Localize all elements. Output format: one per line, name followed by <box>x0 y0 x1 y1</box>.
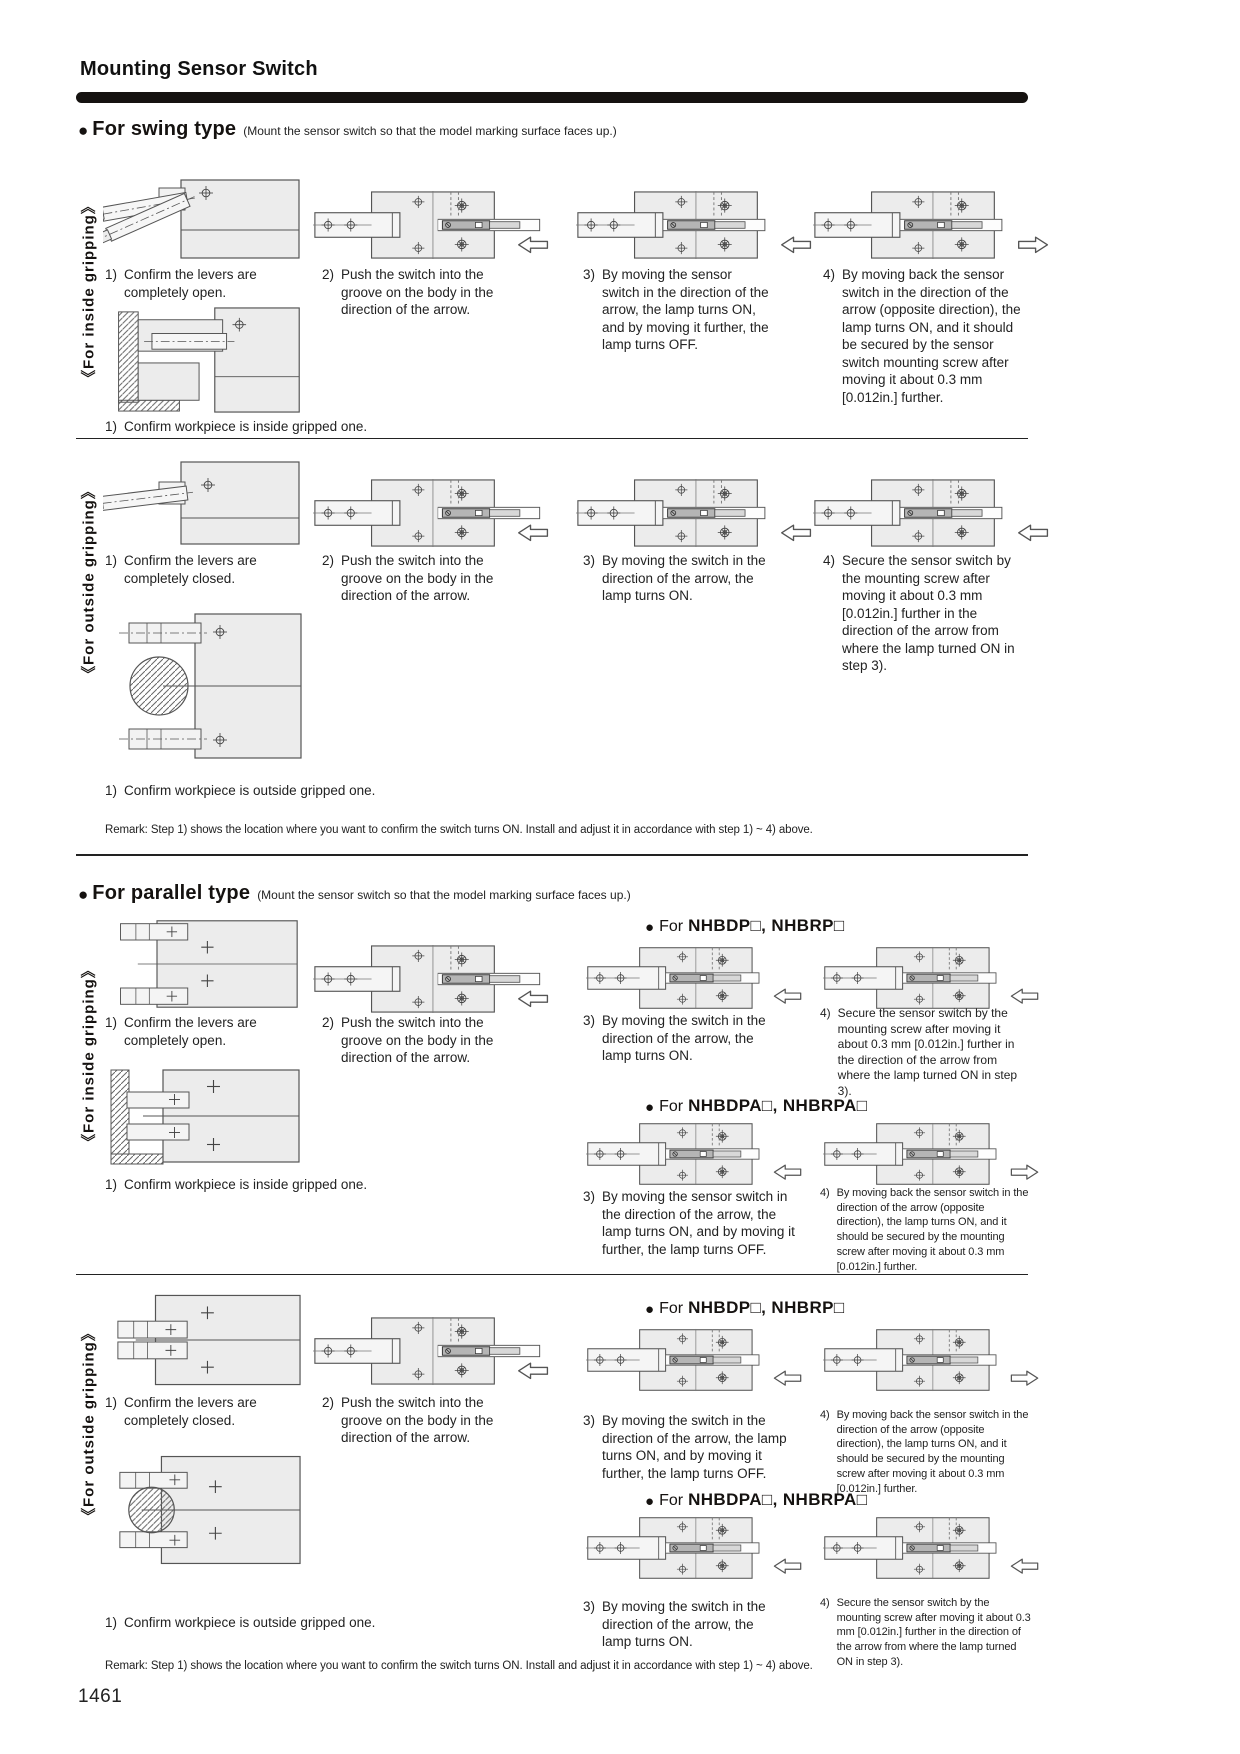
step-text: By moving back the sensor switch in the direction of the arrow (opposite direction), the lamp turns ON, and it should be secured by the mounting screw after moving it about 0.3 mm [0.012in.] further. <box>836 1409 1029 1495</box>
step-text: By moving the sensor switch in the direction of the arrow, the lamp turns ON, and by moving it further, the lamp turns OFF. <box>602 267 769 353</box>
step-text: Confirm workpiece is outside gripped one. <box>124 1615 376 1630</box>
step-text: Confirm the levers are completely open. <box>124 267 257 300</box>
arrow-left-icon <box>519 237 548 252</box>
arrow-left-icon <box>774 1371 800 1385</box>
confirm-note <box>105 1176 565 1194</box>
step-item <box>105 1014 305 1049</box>
parallel-section-note: (Mount the sensor switch so that the model marking surface faces up.) <box>257 888 631 902</box>
arrow-left-icon <box>774 1559 800 1573</box>
model-heading-prefix: For <box>659 918 684 935</box>
step-text: Secure the sensor switch by the mounting screw after moving it about 0.3 mm [0.012in.] further in the direction of the arrow from where the lamp turned ON in step 3). <box>836 1597 1031 1668</box>
arrow-left-icon <box>1011 989 1037 1003</box>
step-item <box>322 552 517 605</box>
diagram-swing-gripper-closed <box>103 452 303 552</box>
diagram-body-switch-lamp-on <box>576 478 814 548</box>
model-heading-nhbdpa <box>645 1096 867 1116</box>
diagram-swing-inside-gripped <box>103 306 303 414</box>
model-heading-prefix: For <box>659 1300 684 1317</box>
swing-section-title: For swing type <box>92 118 237 140</box>
bullet-icon: ● <box>645 1099 655 1116</box>
diagram-parallel-gripper-open <box>106 916 304 1012</box>
bullet-icon: ● <box>645 1493 655 1510</box>
parallel-section-heading <box>78 882 631 905</box>
remark-text: Remark: Step 1) shows the location where you want to confirm the switch turns ON. Install and adjust it in accordance with step 1) ~ 4) above. <box>105 1660 813 1672</box>
step-number: 4) <box>820 1006 831 1020</box>
step-number: 3) <box>583 1013 596 1028</box>
step-text: By moving the switch in the direction of the arrow, the lamp turns ON, and by moving it further, the lamp turns OFF. <box>602 1413 787 1481</box>
diagram-body-switch-secure <box>813 1516 1051 1580</box>
step-number: 1) <box>105 1395 118 1410</box>
model-heading-models: NHBDPA□, NHBRPA□ <box>688 1490 868 1509</box>
step-text: Push the switch into the groove on the body in the direction of the arrow. <box>341 553 494 604</box>
step-item <box>322 266 517 319</box>
diagram-body-switch-move-back <box>813 1122 1051 1186</box>
step-number: 3) <box>583 1413 596 1428</box>
step-number: 4) <box>820 1409 830 1421</box>
step-number: 2) <box>322 553 335 568</box>
confirm-note <box>105 418 565 436</box>
step-number: 3) <box>583 1189 596 1204</box>
diagram-body-switch-insert <box>313 944 551 1014</box>
bullet-icon: ● <box>645 919 655 936</box>
step-number: 4) <box>820 1597 830 1609</box>
bullet-icon: ● <box>645 1301 655 1318</box>
step-number: 4) <box>820 1187 830 1199</box>
arrow-left-icon <box>782 237 811 252</box>
step-number: 1) <box>105 267 118 282</box>
arrow-right-icon <box>1011 1371 1037 1385</box>
section-divider <box>76 854 1028 856</box>
model-heading-nhbdpa <box>645 1490 867 1510</box>
arrow-left-icon <box>519 991 548 1006</box>
confirm-note <box>105 1614 565 1632</box>
page-title: Mounting Sensor Switch <box>80 58 318 80</box>
step-item <box>823 266 1031 406</box>
step-item <box>823 552 1031 675</box>
diagram-body-switch-secure <box>813 478 1051 548</box>
diagram-body-switch-lamp-on <box>576 946 814 1010</box>
side-label-outside-gripping: 《For outside gripping》 <box>80 483 98 682</box>
arrow-left-icon <box>519 525 548 540</box>
bullet-icon: ● <box>78 121 89 140</box>
step-number: 1) <box>105 1615 118 1630</box>
step-text: Confirm workpiece is inside gripped one. <box>124 1177 368 1192</box>
step-item <box>820 1006 1032 1100</box>
swing-section-note: (Mount the sensor switch so that the model marking surface faces up.) <box>243 124 617 138</box>
step-item <box>583 1412 788 1482</box>
model-heading-models: NHBDP□, NHBRP□ <box>688 916 845 935</box>
arrow-right-icon <box>1019 237 1048 252</box>
step-number: 2) <box>322 267 335 282</box>
model-heading-models: NHBDPA□, NHBRPA□ <box>688 1096 868 1115</box>
parallel-section-title: For parallel type <box>92 882 251 904</box>
remark-text: Remark: Step 1) shows the location where you want to confirm the switch turns ON. Install and adjust it in accordance with step 1) ~ 4) above. <box>105 824 813 836</box>
step-item <box>820 1186 1032 1274</box>
side-label-inside-gripping: 《For inside gripping》 <box>80 198 98 386</box>
swing-section-heading <box>78 118 617 141</box>
model-heading-nhbdp <box>645 1298 845 1318</box>
step-number: 1) <box>105 419 118 434</box>
step-number: 3) <box>583 267 596 282</box>
step-text: By moving the switch in the direction of the arrow, the lamp turns ON. <box>602 553 766 604</box>
step-text: Push the switch into the groove on the body in the direction of the arrow. <box>341 1015 494 1066</box>
diagram-body-switch-move-back <box>813 190 1051 260</box>
confirm-note <box>105 782 565 800</box>
section-divider <box>76 1274 1028 1275</box>
step-number: 4) <box>823 267 836 282</box>
diagram-parallel-outside-gripped <box>106 1442 304 1577</box>
model-heading-prefix: For <box>659 1098 684 1115</box>
step-number: 1) <box>105 1177 118 1192</box>
diagram-body-switch-move-back <box>813 1328 1051 1392</box>
step-text: By moving the switch in the direction of the arrow, the lamp turns ON. <box>602 1599 766 1650</box>
step-item <box>820 1408 1032 1496</box>
title-rule <box>76 92 1028 103</box>
arrow-left-icon <box>782 525 811 540</box>
step-text: Push the switch into the groove on the body in the direction of the arrow. <box>341 267 494 318</box>
section-divider <box>76 438 1028 439</box>
step-text: Push the switch into the groove on the body in the direction of the arrow. <box>341 1395 494 1446</box>
page-number: 1461 <box>78 1686 123 1707</box>
arrow-left-icon <box>519 1363 548 1378</box>
diagram-swing-outside-gripped <box>103 610 303 762</box>
step-item <box>583 1188 805 1258</box>
arrow-left-icon <box>774 1165 800 1179</box>
diagram-body-switch-secure <box>813 946 1051 1010</box>
step-item <box>820 1596 1032 1670</box>
bullet-icon: ● <box>78 885 89 904</box>
arrow-left-icon <box>1019 525 1048 540</box>
diagram-swing-gripper-open <box>103 166 303 266</box>
step-item <box>583 1598 783 1651</box>
step-item <box>105 266 305 301</box>
model-heading-nhbdp <box>645 916 845 936</box>
step-item <box>583 1012 783 1065</box>
step-number: 1) <box>105 783 118 798</box>
diagram-body-switch-lamp-on <box>576 1122 814 1186</box>
diagram-body-switch-insert <box>313 190 551 260</box>
step-number: 1) <box>105 553 118 568</box>
diagram-body-switch-lamp-on <box>576 1328 814 1392</box>
diagram-parallel-inside-gripped <box>103 1066 303 1166</box>
arrow-right-icon <box>1011 1165 1037 1179</box>
step-text: Confirm the levers are completely open. <box>124 1015 257 1048</box>
step-text: Confirm the levers are completely closed. <box>124 553 257 586</box>
step-item <box>322 1394 517 1447</box>
step-text: Confirm workpiece is inside gripped one. <box>124 419 368 434</box>
model-heading-prefix: For <box>659 1492 684 1509</box>
step-text: Confirm the levers are completely closed. <box>124 1395 257 1428</box>
step-text: Confirm workpiece is outside gripped one. <box>124 783 376 798</box>
step-text: Secure the sensor switch by the mounting screw after moving it about 0.3 mm [0.012in.] further in the direction of the arrow from where the lamp turned ON in step 3). <box>837 1006 1018 1098</box>
step-text: By moving back the sensor switch in the direction of the arrow (opposite direction), the lamp turns ON, and it should be secured by the mounting screw after moving it about 0.3 mm [0.012in.] further. <box>836 1187 1029 1273</box>
step-item <box>105 1394 305 1429</box>
step-item <box>105 552 305 587</box>
step-item <box>583 266 773 354</box>
arrow-left-icon <box>1011 1559 1037 1573</box>
step-text: By moving the switch in the direction of the arrow, the lamp turns ON. <box>602 1013 766 1064</box>
step-number: 4) <box>823 553 836 568</box>
side-label-inside-gripping: 《For inside gripping》 <box>80 962 98 1149</box>
step-number: 3) <box>583 553 596 568</box>
diagram-parallel-gripper-closed <box>106 1290 304 1390</box>
model-heading-models: NHBDP□, NHBRP□ <box>688 1298 845 1317</box>
diagram-body-switch-lamp-on <box>576 190 814 260</box>
arrow-left-icon <box>774 989 800 1003</box>
diagram-body-switch-insert <box>313 478 551 548</box>
step-text: By moving back the sensor switch in the direction of the arrow (opposite direction), the lamp turns ON, and it should be secured by the sensor switch mounting screw after moving it about 0.3 mm [0.012in.] further. <box>842 267 1021 405</box>
step-number: 2) <box>322 1395 335 1410</box>
step-item <box>583 552 783 605</box>
diagram-body-switch-lamp-on <box>576 1516 814 1580</box>
step-item <box>322 1014 517 1067</box>
step-number: 3) <box>583 1599 596 1614</box>
step-text: Secure the sensor switch by the mounting screw after moving it about 0.3 mm [0.012in.] further in the direction of the arrow from where the lamp turned ON in step 3). <box>842 553 1015 674</box>
step-text: By moving the sensor switch in the direction of the arrow, the lamp turns ON, and by moving it further, the lamp turns OFF. <box>602 1189 795 1257</box>
step-number: 1) <box>105 1015 118 1030</box>
side-label-outside-gripping: 《For outside gripping》 <box>80 1325 98 1524</box>
step-number: 2) <box>322 1015 335 1030</box>
diagram-body-switch-insert <box>313 1316 551 1386</box>
